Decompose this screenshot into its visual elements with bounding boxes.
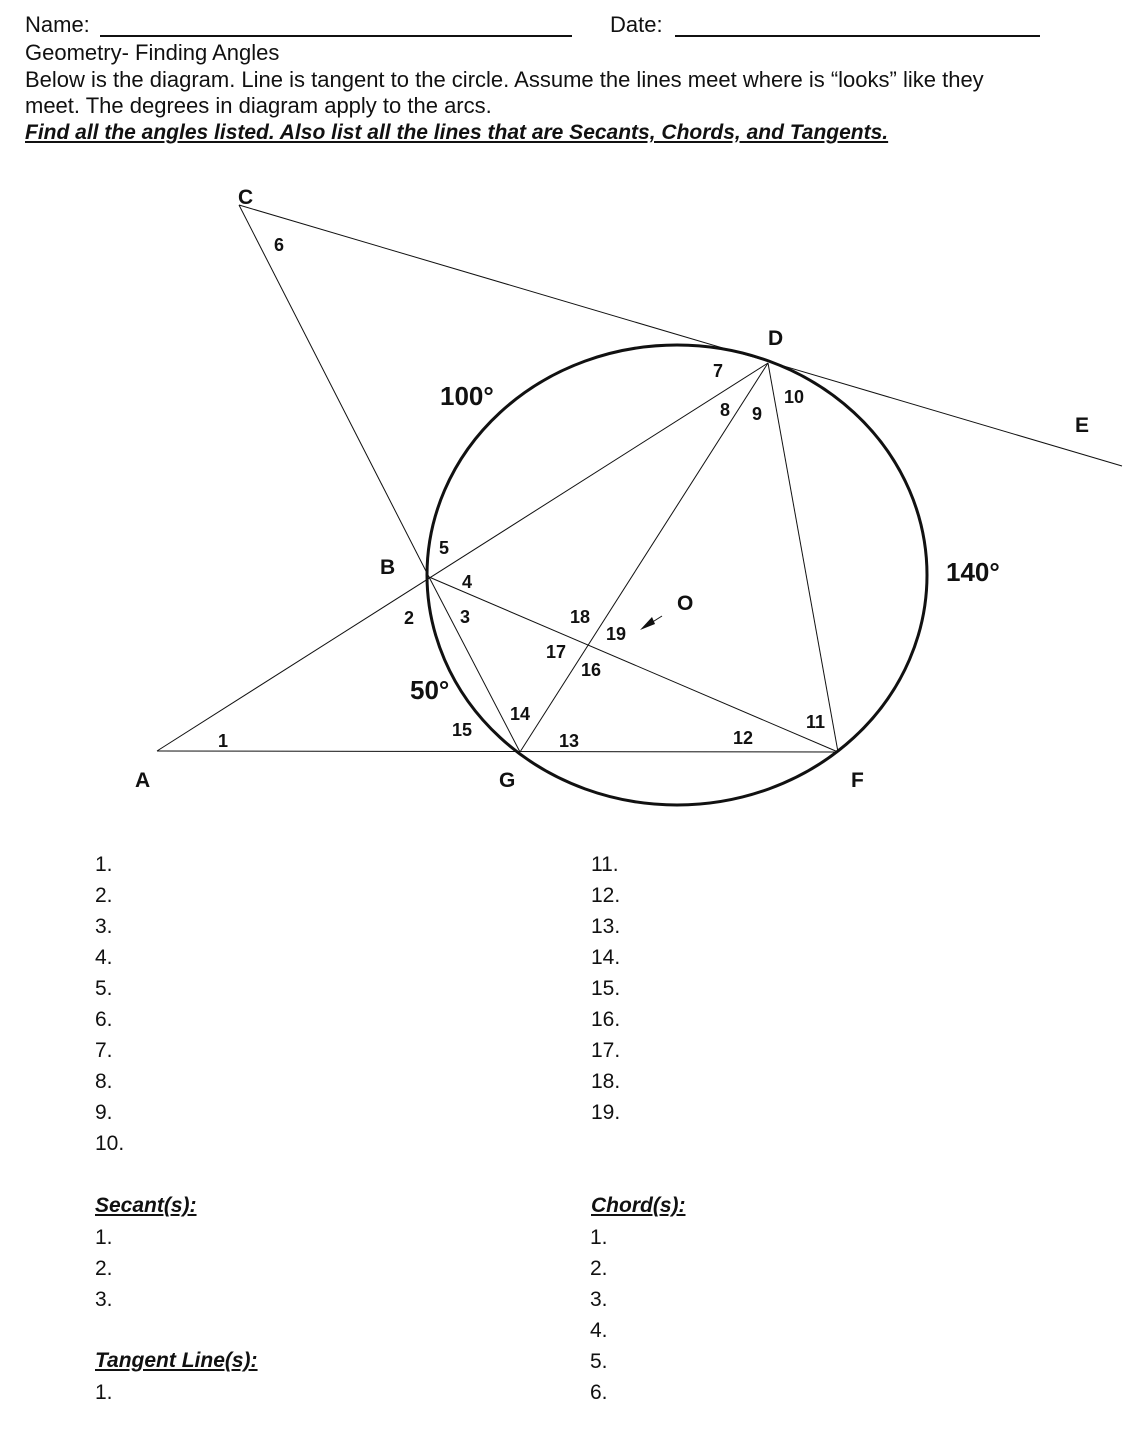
tangents-heading: Tangent Line(s): (95, 1349, 258, 1372)
angle-6-label: 6 (274, 235, 285, 255)
list-item[interactable]: 5. (590, 1350, 608, 1373)
angle-14-label: 14 (510, 704, 531, 724)
tangent-line-ce (239, 205, 1122, 466)
list-item[interactable]: 4. (95, 946, 113, 969)
chord-bf (429, 577, 838, 752)
chord-dg (520, 363, 768, 752)
angle-19-label: 19 (606, 624, 627, 644)
date-label: Date: (610, 12, 663, 37)
arc-100-label: 100° (440, 381, 494, 411)
angle-12-label: 12 (733, 728, 754, 748)
worksheet-title: Geometry- Finding Angles (25, 40, 280, 65)
list-item[interactable]: 6. (95, 1008, 113, 1031)
secants-heading: Secant(s): (95, 1194, 197, 1217)
list-item[interactable]: 1. (590, 1226, 608, 1249)
angle-8-label: 8 (720, 400, 731, 420)
point-d-label: D (768, 327, 784, 350)
list-item[interactable]: 8. (95, 1070, 113, 1093)
list-item[interactable]: 2. (590, 1257, 608, 1280)
name-label: Name: (25, 12, 90, 37)
point-b-label: B (380, 556, 396, 579)
list-item[interactable]: 1. (95, 1226, 113, 1249)
list-item[interactable]: 6. (590, 1381, 608, 1404)
list-item[interactable]: 16. (591, 1008, 621, 1031)
list-item[interactable]: 5. (95, 977, 113, 1000)
list-item[interactable]: 12. (591, 884, 621, 907)
arc-140-label: 140° (946, 557, 1000, 587)
list-item[interactable]: 13. (591, 915, 621, 938)
circle (427, 345, 927, 805)
angle-2-label: 2 (404, 608, 415, 628)
angle-17-label: 17 (546, 642, 567, 662)
list-item[interactable]: 7. (95, 1039, 113, 1062)
angle-11-label: 11 (806, 712, 826, 732)
chords-heading: Chord(s): (591, 1194, 686, 1217)
angle-4-label: 4 (462, 572, 473, 592)
list-item[interactable]: 19. (591, 1101, 621, 1124)
angle-16-label: 16 (581, 660, 602, 680)
list-item[interactable]: 1. (95, 853, 113, 876)
list-item[interactable]: 3. (95, 915, 113, 938)
angle-7-label: 7 (713, 361, 724, 381)
chords-list (590, 1222, 608, 1408)
angle-3-label: 3 (460, 607, 471, 627)
point-f-label: F (851, 769, 864, 792)
tangents-list (95, 1377, 113, 1408)
angle-list-left (95, 849, 124, 1159)
description-line-2: meet. The degrees in diagram apply to the arcs. (25, 93, 492, 118)
angle-18-label: 18 (570, 607, 591, 627)
chord-df (768, 363, 838, 752)
list-item[interactable]: 10. (95, 1132, 125, 1155)
chord-bg (429, 577, 520, 752)
point-e-label: E (1075, 414, 1090, 437)
arc-50-label: 50° (410, 675, 450, 705)
point-g-label: G (499, 769, 516, 792)
list-item[interactable]: 11. (591, 853, 619, 876)
list-item[interactable]: 2. (95, 884, 113, 907)
instructions: Find all the angles listed. Also list all the lines that are Secants, Chords, and Tangents. (25, 121, 889, 144)
list-item[interactable]: 3. (590, 1288, 608, 1311)
angle-1-label: 1 (218, 731, 229, 751)
list-item[interactable]: 1. (95, 1381, 113, 1404)
list-item[interactable]: 15. (591, 977, 621, 1000)
list-item[interactable]: 4. (590, 1319, 608, 1342)
list-item[interactable]: 18. (591, 1070, 621, 1093)
line-af (157, 751, 838, 752)
list-item[interactable]: 3. (95, 1288, 113, 1311)
line-cb (239, 205, 429, 577)
point-c-label: C (238, 186, 254, 209)
point-o-label: O (677, 592, 694, 615)
angle-9-label: 9 (752, 404, 763, 424)
angle-5-label: 5 (439, 538, 450, 558)
angle-15-label: 15 (452, 720, 473, 740)
list-item[interactable]: 17. (591, 1039, 621, 1062)
description-line-1: Below is the diagram. Line is tangent to the circle. Assume the lines meet where is “looks” like they (25, 67, 984, 92)
angle-list-right (591, 849, 620, 1128)
list-item[interactable]: 9. (95, 1101, 113, 1124)
angle-10-label: 10 (784, 387, 805, 407)
point-a-label: A (135, 769, 151, 792)
arrow-icon (640, 617, 655, 630)
secants-list (95, 1222, 113, 1315)
angle-13-label: 13 (559, 731, 580, 751)
list-item[interactable]: 2. (95, 1257, 113, 1280)
list-item[interactable]: 14. (591, 946, 621, 969)
